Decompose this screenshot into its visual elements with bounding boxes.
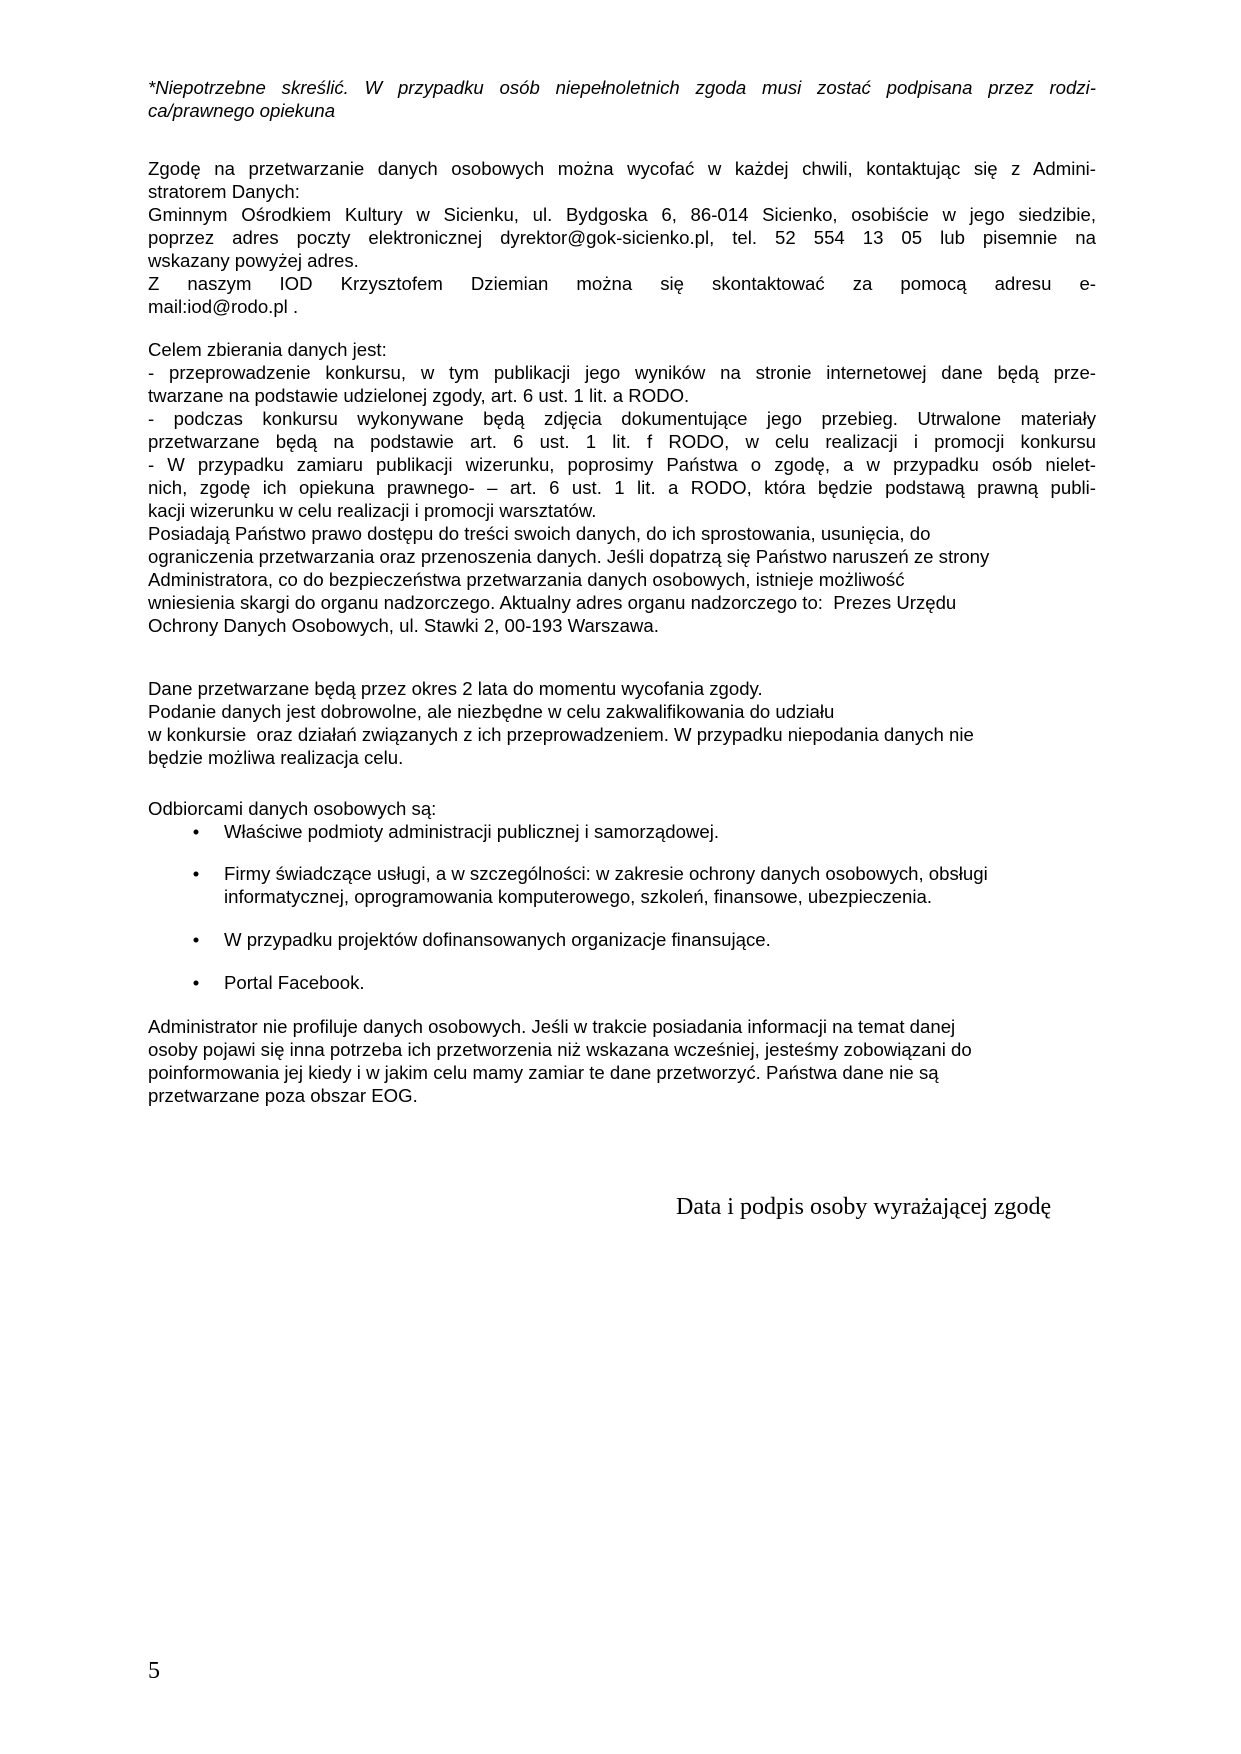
paragraph-line: Posiadają Państwo prawo dostępu do treści swoich danych, do ich sprostowania, usunięcia, do [148,523,931,544]
footnote-line: ca/prawnego opiekuna [148,100,336,121]
paragraph-line: Podanie danych jest dobrowolne, ale niezbędne w celu zakwalifikowania do udziału [148,701,835,722]
recipients-list [148,971,1096,994]
paragraph-line: ograniczenia przetwarzania oraz przenoszenia danych. Jeśli dopatrzą się Państwo naruszeń ze strony [148,546,990,567]
paragraph-line: przetwarzane będą na podstawie art. 6 ust. 1 lit. f RODO, w celu realizacji i promocji konkursu [148,431,1096,452]
list-item [148,862,1096,908]
signature-label: Data i podpis osoby wyrażającej zgodę [676,1194,1052,1220]
list-item [148,820,1096,843]
footnote-paragraph [148,76,1096,122]
list-item [148,928,1096,951]
paragraph-line: wskazany powyżej adres. [148,250,359,271]
retention-paragraph [148,677,1096,769]
paragraph-line: Zgodę na przetwarzanie danych osobowych można wycofać w każdej chwili, kontaktując się z Admini- [148,158,1096,179]
paragraph-line: Z naszym IOD Krzysztofem Dziemian można się skontaktować za pomocą adresu e- [148,273,1096,294]
page-number: 5 [148,1658,160,1684]
footnote-line: *Niepotrzebne skreślić. W przypadku osób niepełnoletnich zgoda musi zostać podpisana przez rodzi- [148,77,1096,98]
bullet-icon: • [192,821,200,842]
paragraph-line: - podczas konkursu wykonywane będą zdjęcia dokumentujące jego przebieg. Utrwalone materiały [148,408,1096,429]
paragraph-line: wniesienia skargi do organu nadzorczego. Aktualny adres organu nadzorczego to: Prezes Urzędu [148,592,957,613]
paragraph-line: Administratora, co do bezpieczeństwa przetwarzania danych osobowych, istnieje możliwość [148,569,905,590]
list-item [148,971,1096,994]
recipients-list [148,862,1096,908]
paragraph-line: Administrator nie profiluje danych osobowych. Jeśli w trakcie posiadania informacji na temat danej [148,1016,956,1037]
bullet-icon: • [192,972,200,993]
recipients-heading [148,797,1096,820]
list-item-text: Właściwe podmioty administracji publicznej i samorządowej. [224,821,719,842]
paragraph-line: osoby pojawi się inna potrzeba ich przetworzenia niż wskazana wcześniej, jesteśmy zobowiązani do [148,1039,972,1060]
paragraph-line: Celem zbierania danych jest: [148,339,387,360]
list-item-text: Portal Facebook. [224,972,365,993]
paragraph-line: kacji wizerunku w celu realizacji i promocji warsztatów. [148,500,597,521]
paragraph-line: poinformowania jej kiedy i w jakim celu mamy zamiar te dane przetworzyć. Państwa dane nie są [148,1062,939,1083]
paragraph-line: przetwarzane poza obszar EOG. [148,1085,418,1106]
paragraph-line: mail:iod@rodo.pl . [148,296,299,317]
paragraph-line: Gminnym Ośrodkiem Kultury w Sicienku, ul. Bydgoska 6, 86-014 Sicienko, osobiście w jego siedzibie, [148,204,1096,225]
bullet-icon: • [192,863,200,884]
paragraph-line: w konkursie oraz działań związanych z ich przeprowadzeniem. W przypadku niepodania danych nie [148,724,974,745]
paragraph-line: Dane przetwarzane będą przez okres 2 lata do momentu wycofania zgody. [148,678,763,699]
paragraph-line: - przeprowadzenie konkursu, w tym publikacji jego wyników na stronie internetowej dane będą prze- [148,362,1096,383]
paragraph-line: będzie możliwa realizacja celu. [148,747,404,768]
recipients-list [148,928,1096,951]
list-item-text: Firmy świadczące usługi, a w szczególności: w zakresie ochrony danych osobowych, obsługi [224,863,988,884]
paragraph-line: poprzez adres poczty elektronicznej dyrektor@gok-sicienko.pl, tel. 52 554 13 05 lub pisemnie na [148,227,1096,248]
paragraph-line: nich, zgodę ich opiekuna prawnego- – art. 6 ust. 1 lit. a RODO, która będzie podstawą prawną publi- [148,477,1096,498]
profiling-paragraph [148,1015,1096,1107]
paragraph-line: twarzane na podstawie udzielonej zgody, art. 6 ust. 1 lit. a RODO. [148,385,690,406]
consent-withdrawal-paragraph [148,157,1096,318]
paragraph-line: - W przypadku zamiaru publikacji wizerunku, poprosimy Państwa o zgodę, a w przypadku osób nielet- [148,454,1096,475]
paragraph-line: Odbiorcami danych osobowych są: [148,798,437,819]
paragraph-line: stratorem Danych: [148,181,300,202]
list-item-text: W przypadku projektów dofinansowanych organizacje finansujące. [224,929,771,950]
recipients-list [148,820,1096,843]
bullet-icon: • [192,929,200,950]
processing-purpose-paragraph [148,338,1096,637]
list-item-text: informatycznej, oprogramowania komputerowego, szkoleń, finansowe, ubezpieczenia. [224,886,932,907]
paragraph-line: Ochrony Danych Osobowych, ul. Stawki 2, 00-193 Warszawa. [148,615,659,636]
